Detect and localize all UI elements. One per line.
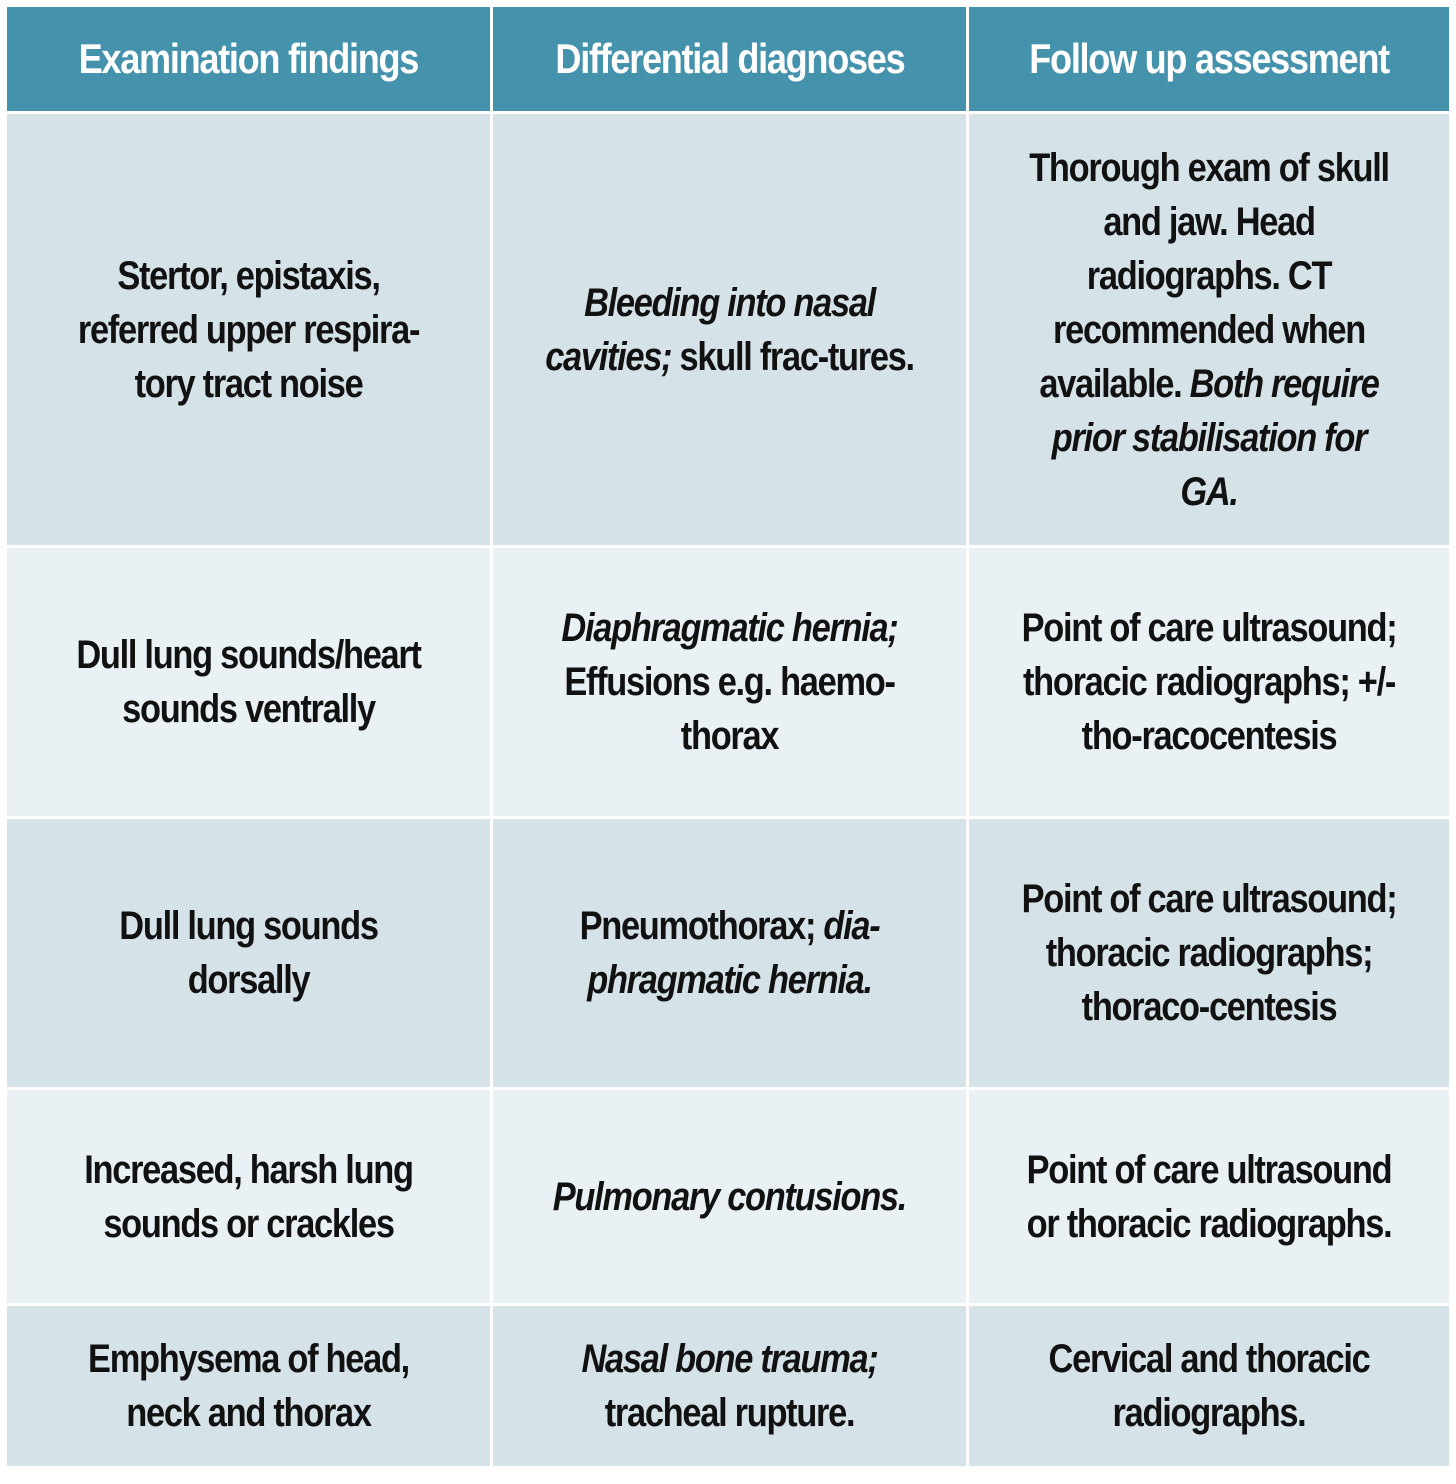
cell-text: Cervical and thoracic radiographs. <box>1048 1337 1370 1435</box>
cell-text-plain: skull frac-tures. <box>671 334 914 379</box>
table-cell-diagnosis <box>493 548 966 816</box>
table-cell-finding <box>7 1090 490 1303</box>
table-cell-finding <box>7 548 490 816</box>
table-cell-followup <box>969 819 1449 1087</box>
findings-table <box>7 7 1449 1477</box>
cell-text: Point of care ultrasound; thoracic radiographs; thoraco-centesis <box>1021 877 1397 1029</box>
header-label: Differential diagnoses <box>555 35 904 82</box>
header-label: Examination findings <box>78 35 419 82</box>
cell-text <box>545 899 914 1007</box>
cell-text-italic: dia-phragmatic hernia. <box>587 904 880 1002</box>
table-cell-followup <box>969 1090 1449 1303</box>
cell-text-italic: Bleeding into nasal cavities; <box>545 280 875 379</box>
cell-text-plain: Effusions e.g. haemo-thorax <box>564 660 895 758</box>
cell-text: Point of care ultrasound; thoracic radiographs; +/- tho-racocentesis <box>1021 606 1397 758</box>
cell-text-plain: Thorough exam of skull and jaw. Head radiographs. CT recommended when available. <box>1029 145 1389 406</box>
table-cell-diagnosis <box>493 819 966 1087</box>
table-cell-finding <box>7 114 490 545</box>
cell-text-italic: Both require prior stabilisation for GA. <box>1051 361 1379 514</box>
cell-text: Increased, harsh lung sounds or crackles <box>84 1147 413 1246</box>
table-cell-diagnosis <box>493 1306 966 1466</box>
cell-text-plain: Pneumothorax; <box>579 904 824 948</box>
cell-text-italic: Diaphragmatic hernia; <box>561 606 898 650</box>
cell-text: Dull lung sounds/heart sounds ventrally <box>76 633 421 731</box>
header-label: Follow up assessment <box>1029 35 1389 82</box>
cell-text <box>1022 141 1397 519</box>
cell-text-italic: Pulmonary contusions. <box>552 1174 907 1219</box>
cell-text: Point of care ultrasound or thoracic radiographs. <box>1026 1147 1392 1246</box>
header-examination-findings <box>7 7 490 111</box>
table-cell-finding <box>7 1306 490 1466</box>
cell-text <box>545 601 914 763</box>
table-cell-followup <box>969 114 1449 545</box>
cell-text: Stertor, epistaxis, referred upper respira-tory tract noise <box>77 253 420 406</box>
table-cell-diagnosis <box>493 114 966 545</box>
cell-text <box>545 1332 914 1440</box>
cell-text: Emphysema of head, neck and thorax <box>88 1337 409 1435</box>
cell-text-italic: Nasal bone trauma; <box>581 1337 878 1381</box>
cell-text: Dull lung sounds dorsally <box>119 904 378 1002</box>
table-cell-finding <box>7 819 490 1087</box>
cell-text <box>553 1170 906 1224</box>
cell-text-plain: tracheal rupture. <box>604 1391 855 1435</box>
cell-text <box>545 276 914 384</box>
header-follow-up-assessment <box>969 7 1449 111</box>
table-cell-diagnosis <box>493 1090 966 1303</box>
table-cell-followup <box>969 548 1449 816</box>
header-differential-diagnoses <box>493 7 966 111</box>
table-cell-followup <box>969 1306 1449 1466</box>
